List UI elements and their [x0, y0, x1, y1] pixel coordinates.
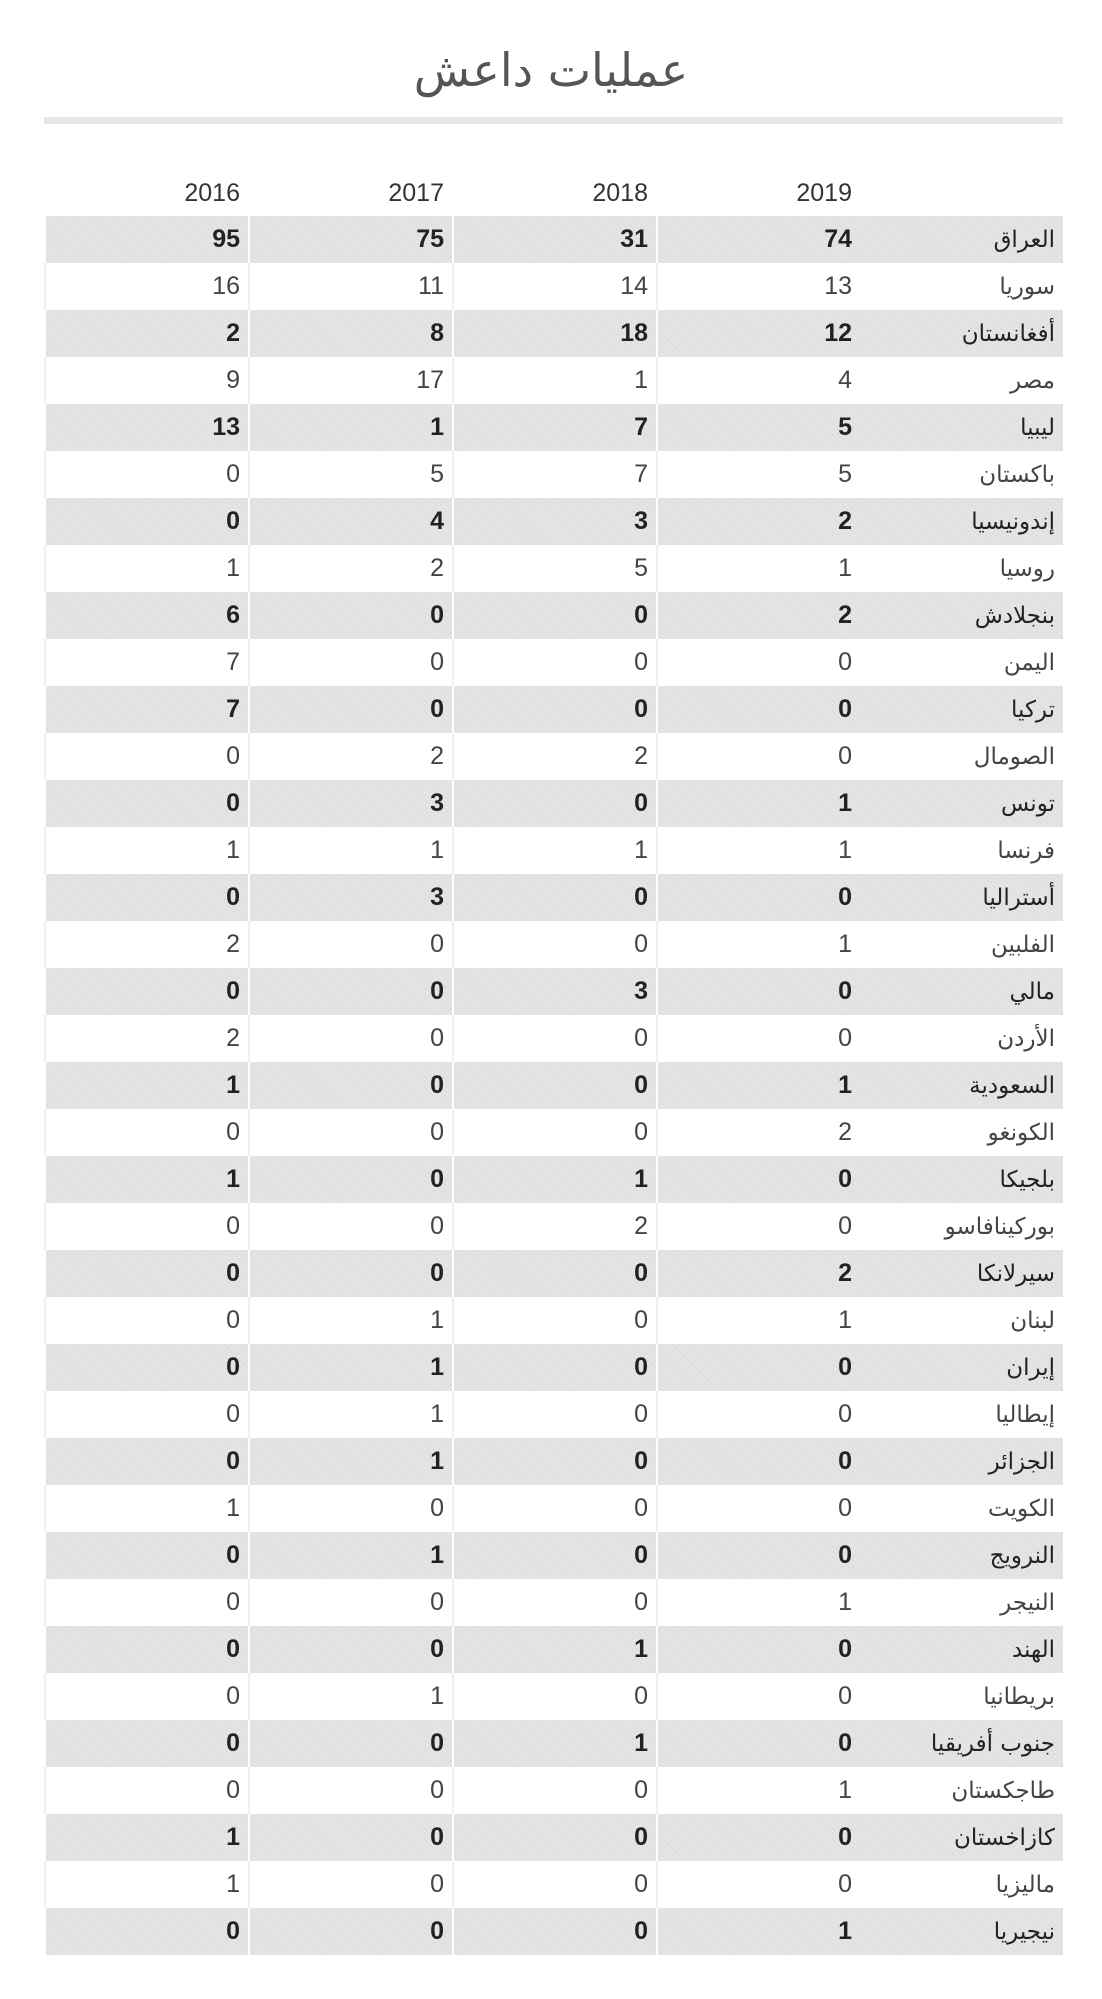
country-cell: روسيا	[860, 545, 1063, 592]
data-table	[44, 170, 1063, 1955]
value-cell-2018: 0	[452, 1250, 656, 1297]
header-country-cell	[860, 170, 1063, 216]
table-body	[44, 216, 1063, 1955]
country-cell: باكستان	[860, 451, 1063, 498]
table-row	[44, 1297, 1063, 1344]
value-cell-2017: 4	[248, 498, 452, 545]
country-cell: طاجكستان	[860, 1767, 1063, 1814]
value-cell-2016: 0	[44, 1297, 248, 1344]
value-cell-2017: 1	[248, 827, 452, 874]
country-cell: بلجيكا	[860, 1156, 1063, 1203]
table-row	[44, 263, 1063, 310]
value-cell-2018: 0	[452, 921, 656, 968]
value-cell-2019: 13	[656, 263, 860, 310]
value-cell-2019: 12	[656, 310, 860, 357]
country-cell: جنوب أفريقيا	[860, 1720, 1063, 1767]
country-cell: بنجلادش	[860, 592, 1063, 639]
value-cell-2018: 0	[452, 1344, 656, 1391]
value-cell-2016: 1	[44, 1062, 248, 1109]
table-row	[44, 1814, 1063, 1861]
value-cell-2019: 0	[656, 1814, 860, 1861]
value-cell-2018: 0	[452, 1579, 656, 1626]
value-cell-2016: 1	[44, 827, 248, 874]
value-cell-2018: 14	[452, 263, 656, 310]
value-cell-2016: 0	[44, 733, 248, 780]
value-cell-2019: 2	[656, 498, 860, 545]
value-cell-2019: 1	[656, 545, 860, 592]
country-cell: بوركينافاسو	[860, 1203, 1063, 1250]
column-header-2019: 2019	[656, 170, 860, 216]
value-cell-2017: 0	[248, 1203, 452, 1250]
value-cell-2018: 0	[452, 1673, 656, 1720]
table-row	[44, 1908, 1063, 1955]
value-cell-2016: 2	[44, 1015, 248, 1062]
value-cell-2017: 0	[248, 1062, 452, 1109]
value-cell-2016: 0	[44, 1250, 248, 1297]
value-cell-2017: 0	[248, 1109, 452, 1156]
value-cell-2018: 0	[452, 1015, 656, 1062]
country-cell: تونس	[860, 780, 1063, 827]
table-row	[44, 592, 1063, 639]
value-cell-2019: 0	[656, 1861, 860, 1908]
value-cell-2017: 0	[248, 1767, 452, 1814]
value-cell-2017: 0	[248, 639, 452, 686]
value-cell-2017: 0	[248, 1015, 452, 1062]
value-cell-2017: 8	[248, 310, 452, 357]
value-cell-2019: 2	[656, 592, 860, 639]
value-cell-2018: 1	[452, 827, 656, 874]
value-cell-2017: 0	[248, 1861, 452, 1908]
value-cell-2018: 0	[452, 592, 656, 639]
value-cell-2019: 0	[656, 968, 860, 1015]
column-header-2016: 2016	[44, 170, 248, 216]
table-row	[44, 545, 1063, 592]
value-cell-2016: 0	[44, 1391, 248, 1438]
value-cell-2016: 0	[44, 1532, 248, 1579]
value-cell-2018: 0	[452, 1062, 656, 1109]
value-cell-2019: 0	[656, 1626, 860, 1673]
table-row	[44, 1438, 1063, 1485]
country-cell: إندونيسيا	[860, 498, 1063, 545]
value-cell-2017: 0	[248, 1485, 452, 1532]
value-cell-2019: 2	[656, 1250, 860, 1297]
value-cell-2016: 0	[44, 451, 248, 498]
table-row	[44, 1579, 1063, 1626]
value-cell-2016: 1	[44, 1485, 248, 1532]
country-cell: نيجيريا	[860, 1908, 1063, 1955]
column-header-2017: 2017	[248, 170, 452, 216]
value-cell-2018: 1	[452, 357, 656, 404]
value-cell-2019: 1	[656, 1062, 860, 1109]
header-row	[44, 170, 1063, 216]
table-row	[44, 639, 1063, 686]
value-cell-2019: 1	[656, 1908, 860, 1955]
value-cell-2016: 0	[44, 1579, 248, 1626]
country-cell: الكويت	[860, 1485, 1063, 1532]
value-cell-2019: 0	[656, 1344, 860, 1391]
country-cell: الأردن	[860, 1015, 1063, 1062]
value-cell-2016: 0	[44, 1626, 248, 1673]
value-cell-2016: 0	[44, 1438, 248, 1485]
column-header-2018: 2018	[452, 170, 656, 216]
value-cell-2018: 0	[452, 639, 656, 686]
value-cell-2016: 16	[44, 263, 248, 310]
country-cell: تركيا	[860, 686, 1063, 733]
value-cell-2019: 0	[656, 874, 860, 921]
value-cell-2016: 2	[44, 310, 248, 357]
country-cell: كازاخستان	[860, 1814, 1063, 1861]
value-cell-2018: 3	[452, 968, 656, 1015]
value-cell-2016: 7	[44, 639, 248, 686]
value-cell-2016: 0	[44, 498, 248, 545]
value-cell-2017: 3	[248, 874, 452, 921]
value-cell-2016: 0	[44, 874, 248, 921]
table-row	[44, 1720, 1063, 1767]
value-cell-2017: 0	[248, 1720, 452, 1767]
table-row	[44, 216, 1063, 263]
country-cell: لبنان	[860, 1297, 1063, 1344]
value-cell-2018: 0	[452, 1908, 656, 1955]
table-row	[44, 451, 1063, 498]
value-cell-2016: 0	[44, 1203, 248, 1250]
table-row	[44, 921, 1063, 968]
value-cell-2019: 1	[656, 921, 860, 968]
country-cell: سوريا	[860, 263, 1063, 310]
table-row	[44, 1109, 1063, 1156]
value-cell-2018: 18	[452, 310, 656, 357]
value-cell-2017: 1	[248, 1344, 452, 1391]
value-cell-2017: 0	[248, 1250, 452, 1297]
table-row	[44, 1344, 1063, 1391]
value-cell-2016: 1	[44, 1814, 248, 1861]
country-cell: أفغانستان	[860, 310, 1063, 357]
value-cell-2017: 0	[248, 968, 452, 1015]
country-cell: السعودية	[860, 1062, 1063, 1109]
value-cell-2016: 0	[44, 1344, 248, 1391]
country-cell: مصر	[860, 357, 1063, 404]
table-row	[44, 498, 1063, 545]
value-cell-2018: 7	[452, 451, 656, 498]
value-cell-2018: 0	[452, 1767, 656, 1814]
value-cell-2017: 2	[248, 545, 452, 592]
value-cell-2019: 0	[656, 686, 860, 733]
value-cell-2017: 1	[248, 1673, 452, 1720]
value-cell-2017: 0	[248, 1908, 452, 1955]
value-cell-2019: 0	[656, 733, 860, 780]
value-cell-2019: 2	[656, 1109, 860, 1156]
value-cell-2019: 0	[656, 1532, 860, 1579]
value-cell-2019: 0	[656, 1485, 860, 1532]
value-cell-2016: 95	[44, 216, 248, 263]
value-cell-2017: 17	[248, 357, 452, 404]
chart-title: عمليات داعش	[413, 43, 689, 97]
value-cell-2019: 0	[656, 1015, 860, 1062]
value-cell-2019: 0	[656, 1720, 860, 1767]
value-cell-2018: 1	[452, 1156, 656, 1203]
country-cell: اليمن	[860, 639, 1063, 686]
value-cell-2016: 0	[44, 1673, 248, 1720]
table-row	[44, 1532, 1063, 1579]
value-cell-2018: 0	[452, 1814, 656, 1861]
country-cell: العراق	[860, 216, 1063, 263]
value-cell-2017: 0	[248, 592, 452, 639]
value-cell-2019: 5	[656, 451, 860, 498]
value-cell-2017: 0	[248, 921, 452, 968]
table-row	[44, 1203, 1063, 1250]
value-cell-2019: 1	[656, 827, 860, 874]
country-cell: ماليزيا	[860, 1861, 1063, 1908]
value-cell-2017: 75	[248, 216, 452, 263]
value-cell-2017: 1	[248, 1297, 452, 1344]
value-cell-2017: 0	[248, 1626, 452, 1673]
value-cell-2019: 0	[656, 1438, 860, 1485]
value-cell-2017: 0	[248, 686, 452, 733]
value-cell-2016: 1	[44, 545, 248, 592]
table-row	[44, 1673, 1063, 1720]
value-cell-2018: 0	[452, 780, 656, 827]
table-row	[44, 1015, 1063, 1062]
value-cell-2018: 3	[452, 498, 656, 545]
table-row	[44, 780, 1063, 827]
value-cell-2019: 4	[656, 357, 860, 404]
value-cell-2016: 2	[44, 921, 248, 968]
value-cell-2016: 7	[44, 686, 248, 733]
value-cell-2019: 1	[656, 1579, 860, 1626]
country-cell: ليبيا	[860, 404, 1063, 451]
value-cell-2017: 11	[248, 263, 452, 310]
value-cell-2018: 0	[452, 874, 656, 921]
table-row	[44, 1626, 1063, 1673]
value-cell-2018: 1	[452, 1720, 656, 1767]
country-cell: أستراليا	[860, 874, 1063, 921]
value-cell-2019: 0	[656, 639, 860, 686]
value-cell-2019: 0	[656, 1673, 860, 1720]
country-cell: النرويج	[860, 1532, 1063, 1579]
value-cell-2016: 0	[44, 1767, 248, 1814]
value-cell-2017: 1	[248, 1438, 452, 1485]
value-cell-2016: 0	[44, 968, 248, 1015]
country-cell: النيجر	[860, 1579, 1063, 1626]
value-cell-2019: 0	[656, 1203, 860, 1250]
value-cell-2017: 3	[248, 780, 452, 827]
table-row	[44, 357, 1063, 404]
value-cell-2019: 0	[656, 1156, 860, 1203]
value-cell-2018: 0	[452, 686, 656, 733]
value-cell-2018: 0	[452, 1861, 656, 1908]
value-cell-2019: 0	[656, 1391, 860, 1438]
table-row	[44, 827, 1063, 874]
table-row	[44, 1861, 1063, 1908]
value-cell-2016: 1	[44, 1861, 248, 1908]
table-row	[44, 1250, 1063, 1297]
value-cell-2018: 0	[452, 1391, 656, 1438]
value-cell-2018: 2	[452, 1203, 656, 1250]
table-row	[44, 874, 1063, 921]
value-cell-2019: 5	[656, 404, 860, 451]
value-cell-2016: 6	[44, 592, 248, 639]
value-cell-2017: 1	[248, 1532, 452, 1579]
country-cell: فرنسا	[860, 827, 1063, 874]
value-cell-2018: 5	[452, 545, 656, 592]
value-cell-2016: 0	[44, 1720, 248, 1767]
value-cell-2019: 74	[656, 216, 860, 263]
table-row	[44, 1767, 1063, 1814]
value-cell-2016: 0	[44, 1908, 248, 1955]
country-cell: الفلبين	[860, 921, 1063, 968]
value-cell-2017: 0	[248, 1814, 452, 1861]
country-cell: بريطانيا	[860, 1673, 1063, 1720]
table-row	[44, 1062, 1063, 1109]
value-cell-2018: 0	[452, 1485, 656, 1532]
country-cell: الجزائر	[860, 1438, 1063, 1485]
value-cell-2018: 2	[452, 733, 656, 780]
value-cell-2017: 2	[248, 733, 452, 780]
table-row	[44, 404, 1063, 451]
value-cell-2017: 0	[248, 1579, 452, 1626]
value-cell-2018: 0	[452, 1438, 656, 1485]
value-cell-2017: 1	[248, 404, 452, 451]
value-cell-2016: 0	[44, 1109, 248, 1156]
value-cell-2018: 0	[452, 1532, 656, 1579]
value-cell-2019: 1	[656, 1297, 860, 1344]
country-cell: الكونغو	[860, 1109, 1063, 1156]
table-row	[44, 968, 1063, 1015]
title-divider	[44, 117, 1063, 124]
table-row	[44, 1485, 1063, 1532]
country-cell: الصومال	[860, 733, 1063, 780]
value-cell-2018: 1	[452, 1626, 656, 1673]
value-cell-2016: 1	[44, 1156, 248, 1203]
table-row	[44, 733, 1063, 780]
value-cell-2017: 0	[248, 1156, 452, 1203]
country-cell: سيرلانكا	[860, 1250, 1063, 1297]
value-cell-2017: 1	[248, 1391, 452, 1438]
table-row	[44, 1391, 1063, 1438]
country-cell: إيران	[860, 1344, 1063, 1391]
country-cell: الهند	[860, 1626, 1063, 1673]
table-row	[44, 686, 1063, 733]
value-cell-2018: 0	[452, 1109, 656, 1156]
value-cell-2016: 0	[44, 780, 248, 827]
value-cell-2016: 9	[44, 357, 248, 404]
table-row	[44, 1156, 1063, 1203]
value-cell-2018: 31	[452, 216, 656, 263]
country-cell: مالي	[860, 968, 1063, 1015]
value-cell-2018: 7	[452, 404, 656, 451]
value-cell-2019: 1	[656, 780, 860, 827]
country-cell: إيطاليا	[860, 1391, 1063, 1438]
value-cell-2019: 1	[656, 1767, 860, 1814]
value-cell-2016: 13	[44, 404, 248, 451]
value-cell-2018: 0	[452, 1297, 656, 1344]
value-cell-2017: 5	[248, 451, 452, 498]
table-row	[44, 310, 1063, 357]
